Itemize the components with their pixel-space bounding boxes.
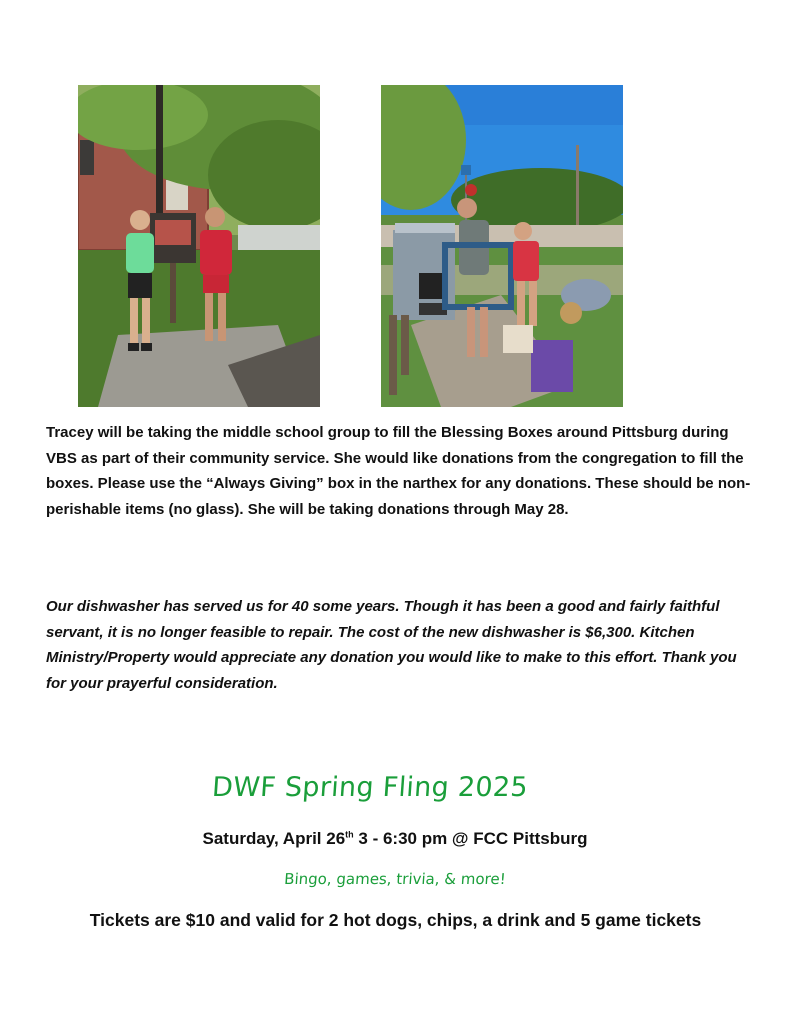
event-tickets-info: Tickets are $10 and valid for 2 hot dogs, chips, a drink and 5 game tickets xyxy=(89,910,702,930)
event-date: Saturday, April 26 xyxy=(202,829,346,848)
event-time-location: 3 - 6:30 pm @ FCC Pittsburg xyxy=(353,829,588,848)
event-date-suffix: th xyxy=(345,829,354,840)
blessing-boxes-paragraph: Tracey will be taking the middle school group to fill the Blessing Boxes around Pittsburg during VBS as part of their community service. She would like donations from the congregation to fill the boxes. Please use the “Always Giving” box in the narthex for any donations. These should be non-perishable items (no glass). She will be taking donations through May 28. xyxy=(46,424,751,518)
photo-girls-image xyxy=(78,85,320,407)
event-title: DWF Spring Fling 2025 xyxy=(211,772,529,803)
photo-group-image xyxy=(381,85,623,407)
blessing-box-photo-girls xyxy=(78,85,320,407)
event-date-time xyxy=(175,829,615,849)
event-activities: Bingo, games, trivia, & more! xyxy=(283,870,507,888)
blessing-box-photo-group xyxy=(381,85,623,407)
dishwasher-paragraph: Our dishwasher has served us for 40 some years. Though it has been a good and fairly faithful servant, it is no longer feasible to repair. The cost of the new dishwasher is $6,300. Kitchen Ministry/Property would appreciate any donation you would like to make to this effort. Thank you for your prayerful consideration. xyxy=(46,598,737,692)
